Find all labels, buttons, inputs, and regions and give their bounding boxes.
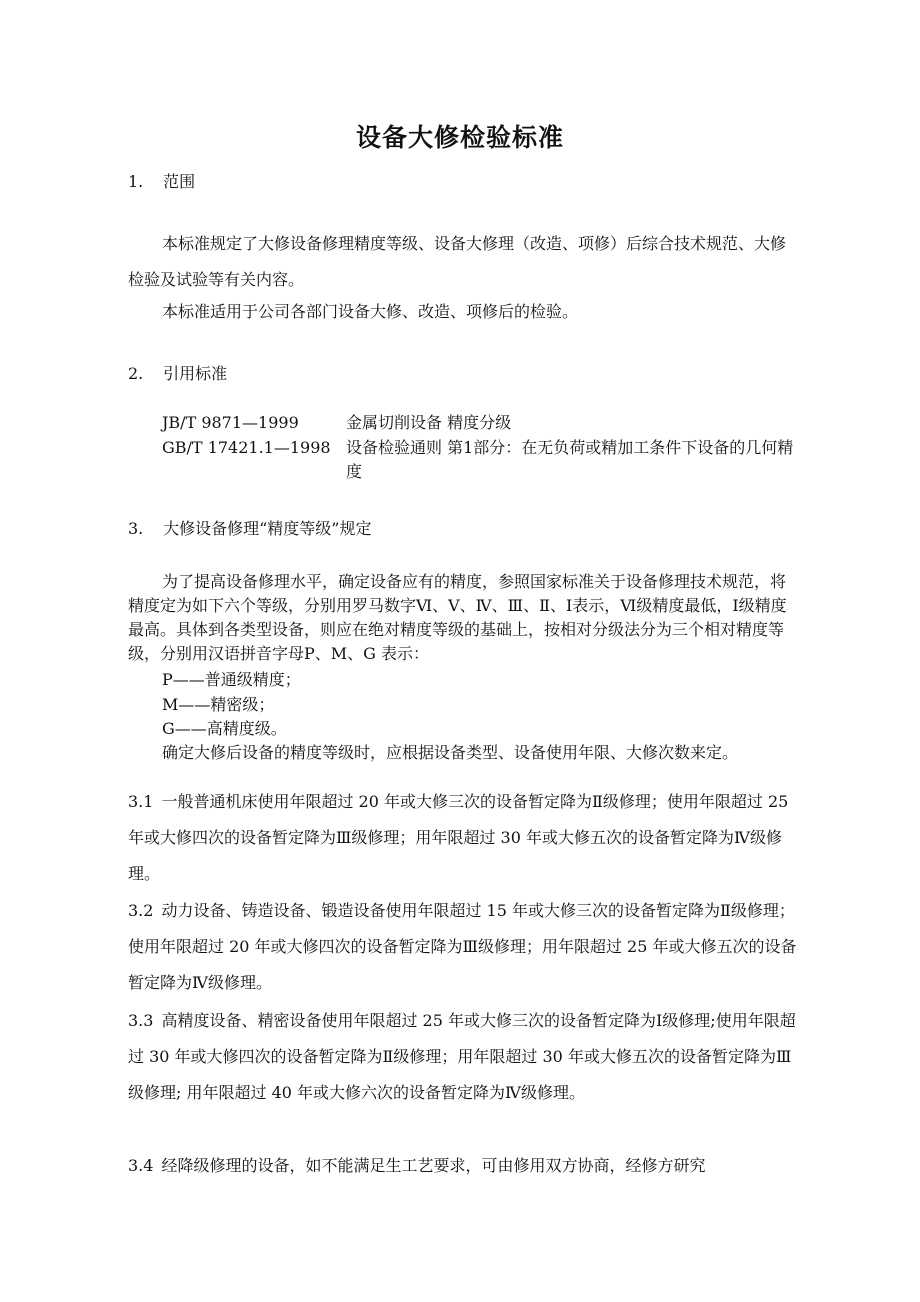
clause-3-1 [128,784,798,892]
section-1-heading [128,169,195,192]
section-title: 引用标准 [163,364,228,383]
clause-number: 3.3 [128,1011,154,1030]
section-number: 3. [128,519,144,538]
reference-code: GB/T 17421.1—1998 [162,438,331,457]
reference-row [162,436,802,481]
grade-item: P——普通级精度； [162,670,301,689]
section-3-heading [128,516,371,539]
clause-3-3 [128,1003,798,1111]
grade-item: M——精密级； [162,695,275,714]
reference-code: JB/T 9871—1999 [162,413,299,432]
section-2-heading [128,361,227,384]
clause-3-4 [128,1148,798,1184]
grade-item: G——高精度级。 [162,719,287,738]
reference-title: 设备检验通则 第1部分：在无负荷或精加工条件下设备的几何精度 [346,438,794,481]
document-title: 设备大修检验标准 [355,123,564,152]
section-title: 大修设备修理“精度等级”规定 [163,519,372,538]
clause-text: 经降级修理的设备，如不能满足生工艺要求，可由修用双方协商，经修方研究 [161,1156,706,1175]
clause-number: 3.4 [128,1156,154,1175]
clause-text: 高精度设备、精密设备使用年限超过 25 年或大修三次的设备暂定降为Ⅰ级修理;使用年限超过 30 年或大修四次的设备暂定降为Ⅱ级修理；用年限超过 30 年或大修五次的设备暂定降为Ⅲ级修理; 用年限超过 40 年或大修六次的设备暂定降为Ⅳ级修理。 [128,1011,796,1102]
section-title: 范围 [163,172,196,191]
clause-text: 一般普通机床使用年限超过 20 年或大修三次的设备暂定降为Ⅱ级修理；使用年限超过 25 年或大修四次的设备暂定降为Ⅲ级修理；用年限超过 30 年或大修五次的设备暂定降为Ⅳ级修理。 [128,792,789,883]
section-number: 2. [128,364,144,383]
section-3-intro: 为了提高设备修理水平，确定设备应有的精度，参照国家标准关于设备修理技术规范，将精度定为如下六个等级，分别用罗马数字Ⅵ、Ⅴ、Ⅳ、Ⅲ、Ⅱ、Ⅰ表示，Ⅵ级精度最低，Ⅰ级精度最高。具体到各类型设备，则应在绝对精度等级的基础上，按相对分级法分为三个相对精度等级，分别用汉语拼音字母P、M、G 表示： [128,572,787,663]
reference-row [162,411,512,435]
section-1-paragraph-1: 本标准规定了大修设备修理精度等级、设备大修理（改造、项修）后综合技术规范、大修检验及试验等有关内容。 [128,234,787,289]
reference-title: 金属切削设备 精度分级 [346,413,512,432]
clause-text: 动力设备、铸造设备、锻造设备使用年限超过 15 年或大修三次的设备暂定降为Ⅱ级修理；使用年限超过 20 年或大修四次的设备暂定降为Ⅲ级修理；用年限超过 25 年或大修五次的设备暂定降为Ⅳ级修理。 [128,901,797,992]
section-number: 1. [128,172,144,191]
clause-number: 3.2 [128,901,154,920]
clause-number: 3.1 [128,792,154,811]
section-3-determine: 确定大修后设备的精度等级时，应根据设备类型、设备使用年限、大修次数来定。 [162,743,739,762]
clause-3-2 [128,893,798,1001]
section-1-paragraph-2: 本标准适用于公司各部门设备大修、改造、项修后的检验。 [162,302,579,321]
